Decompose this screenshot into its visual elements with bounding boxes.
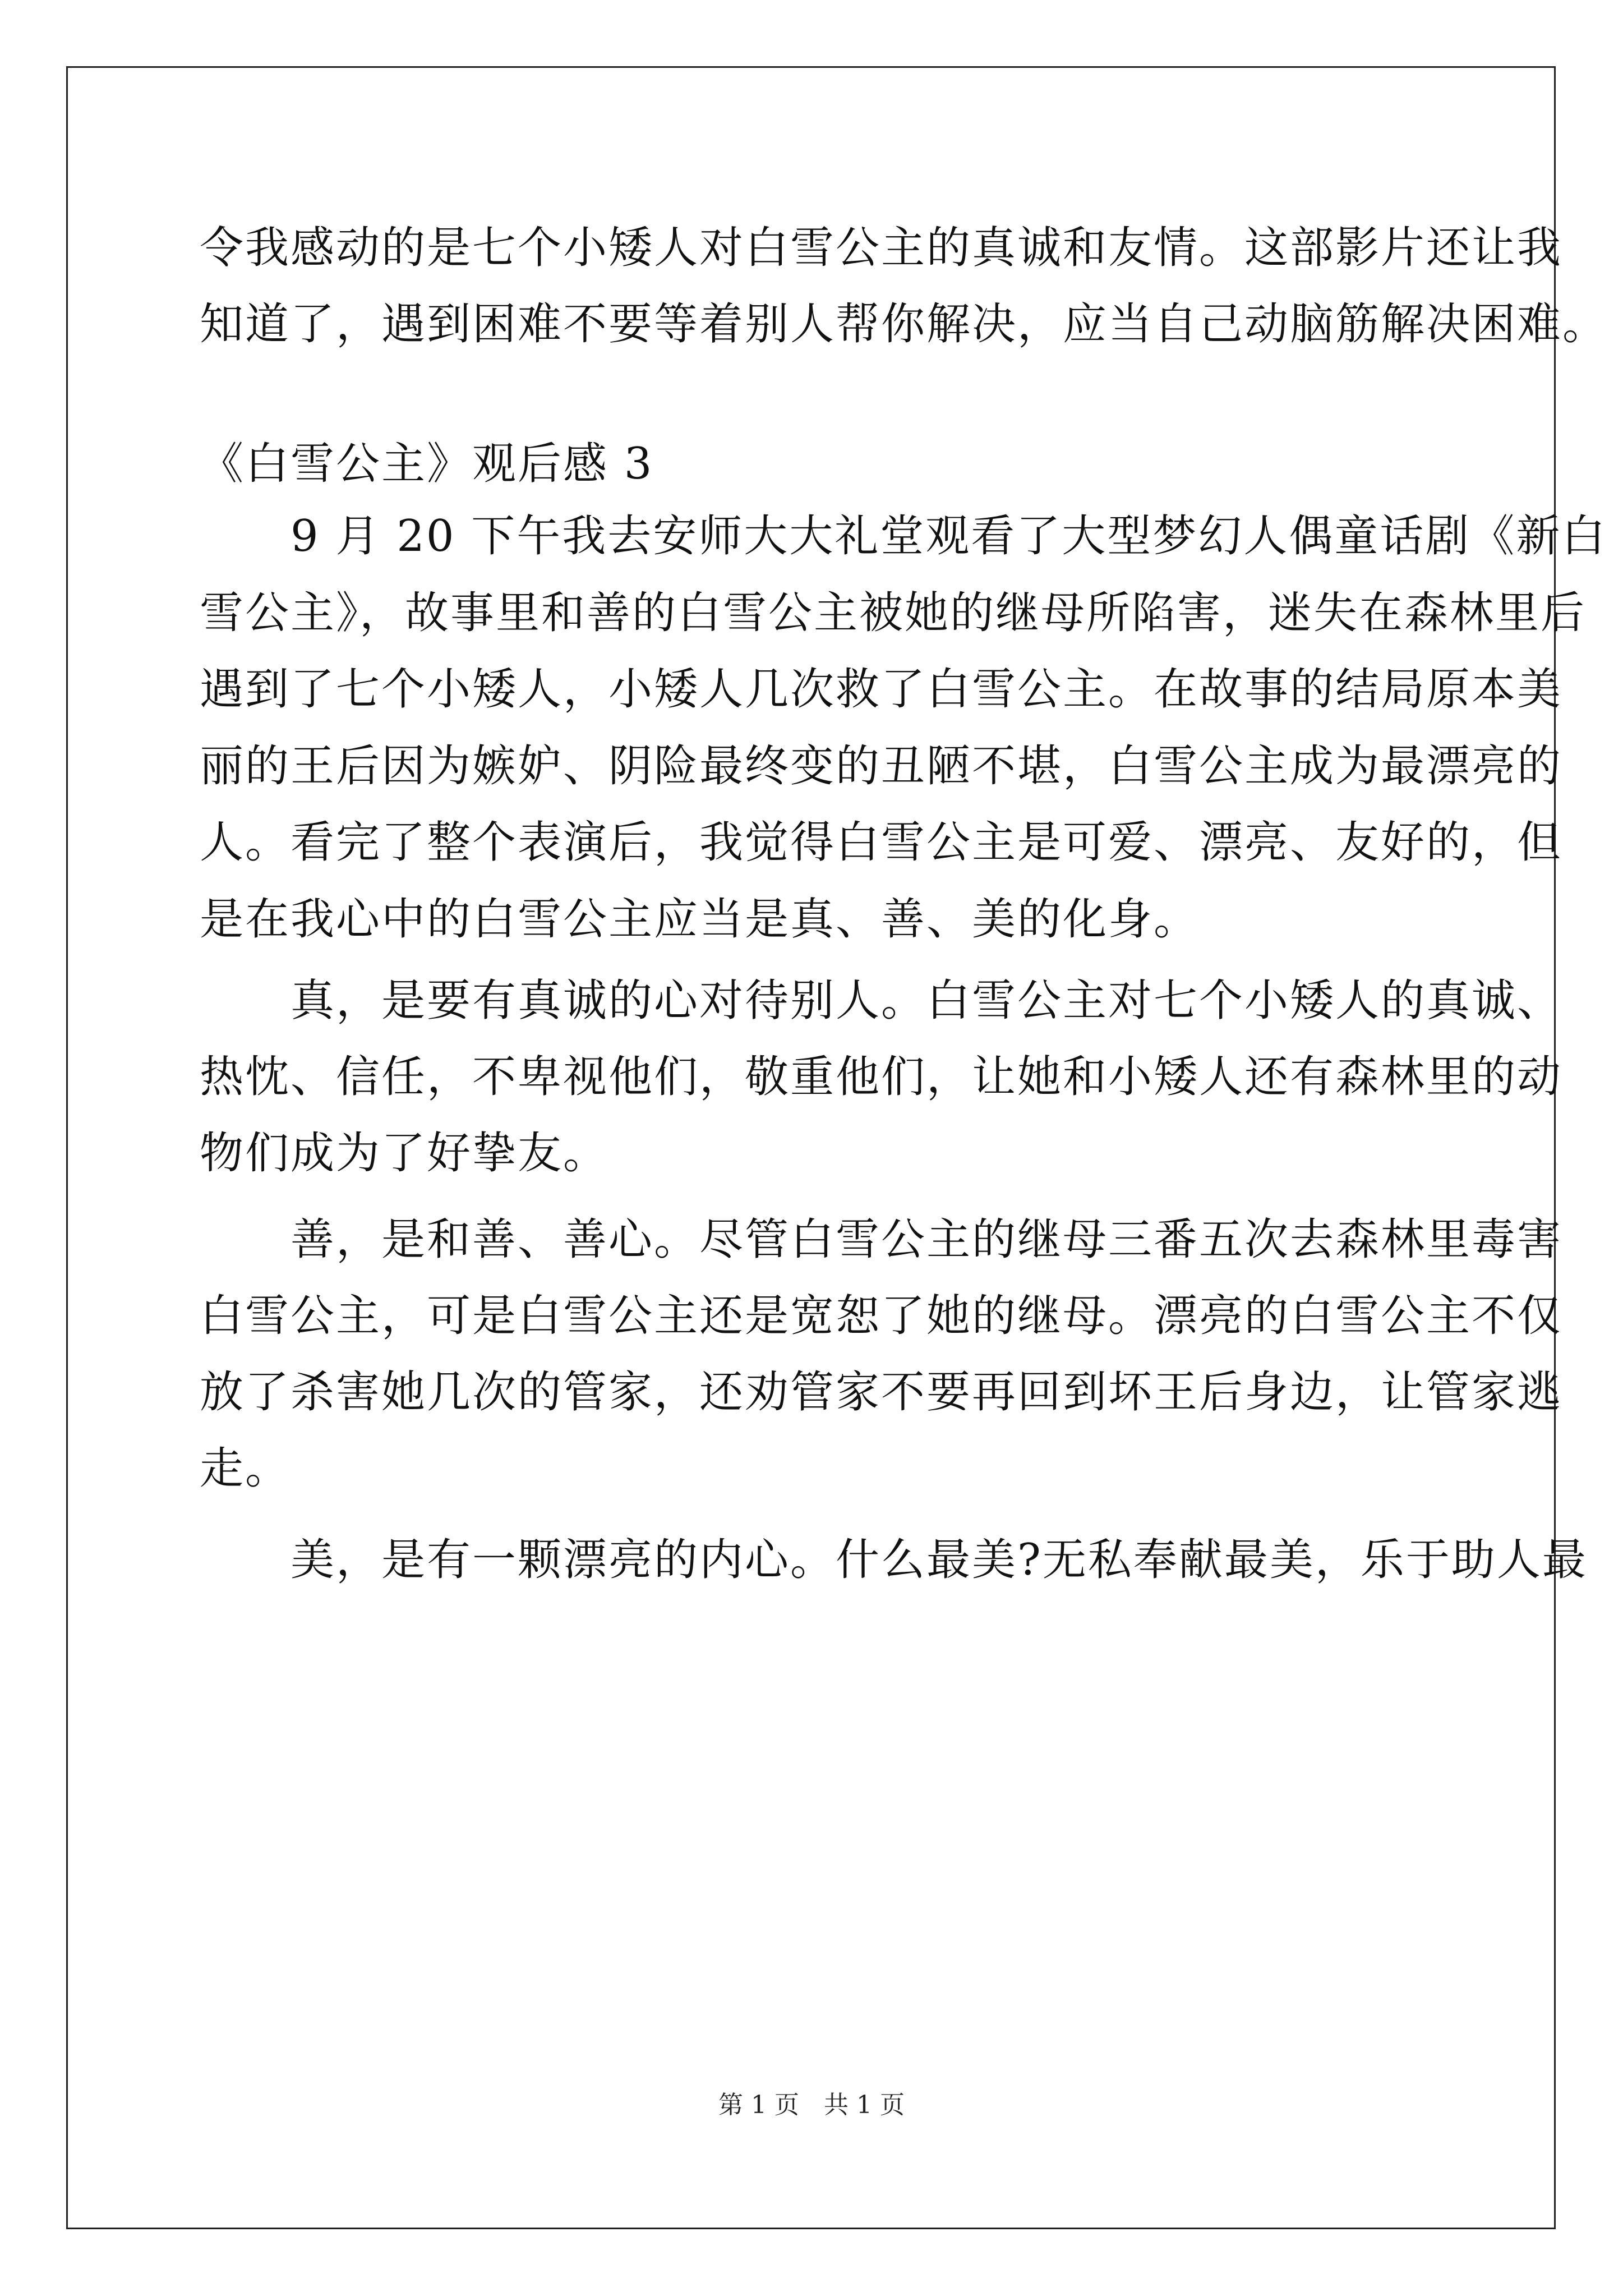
page-number-footer: 第 1 页 共 1 页 (718, 2091, 905, 2119)
text-line: 真，是要有真诚的心对待别人。白雪公主对七个小矮人的真诚、 (200, 976, 1563, 1026)
text-line: 热忱、信任，不卑视他们，敬重他们，让她和小矮人还有森林里的动 (200, 1052, 1563, 1102)
section-heading: 《白雪公主》观后感 3 (200, 439, 654, 489)
text-line: 人。看完了整个表演后，我觉得白雪公主是可爱、漂亮、友好的，但 (200, 817, 1563, 868)
text-line: 雪公主》，故事里和善的白雪公主被她的继母所陷害，迷失在森林里后 (200, 588, 1587, 638)
text-line: 善，是和善、善心。尽管白雪公主的继母三番五次去森林里毒害 (200, 1214, 1563, 1265)
text-line: 物们成为了好挚友。 (200, 1128, 609, 1179)
text-line: 9 月 20 下午我去安师大大礼堂观看了大型梦幻人偶童话剧《新白 (200, 511, 1607, 562)
text-line: 走。 (200, 1443, 291, 1494)
text-line: 美，是有一颗漂亮的内心。什么最美?无私奉献最美，乐于助人最 (200, 1535, 1588, 1585)
text-line: 白雪公主，可是白雪公主还是宽恕了她的继母。漂亮的白雪公主不仅 (200, 1291, 1563, 1341)
text-line: 知道了，遇到困难不要等着别人帮你解决，应当自己动脑筋解决困难。 (200, 299, 1608, 349)
text-line: 是在我心中的白雪公主应当是真、善、美的化身。 (200, 894, 1200, 945)
text-line: 丽的王后因为嫉妒、阴险最终变的丑陋不堪，白雪公主成为最漂亮的 (200, 741, 1563, 792)
text-line: 令我感动的是七个小矮人对白雪公主的真诚和友情。这部影片还让我 (200, 223, 1563, 273)
text-line: 放了杀害她几次的管家，还劝管家不要再回到坏王后身边，让管家逃 (200, 1367, 1563, 1418)
text-line: 遇到了七个小矮人，小矮人几次救了白雪公主。在故事的结局原本美 (200, 664, 1563, 715)
